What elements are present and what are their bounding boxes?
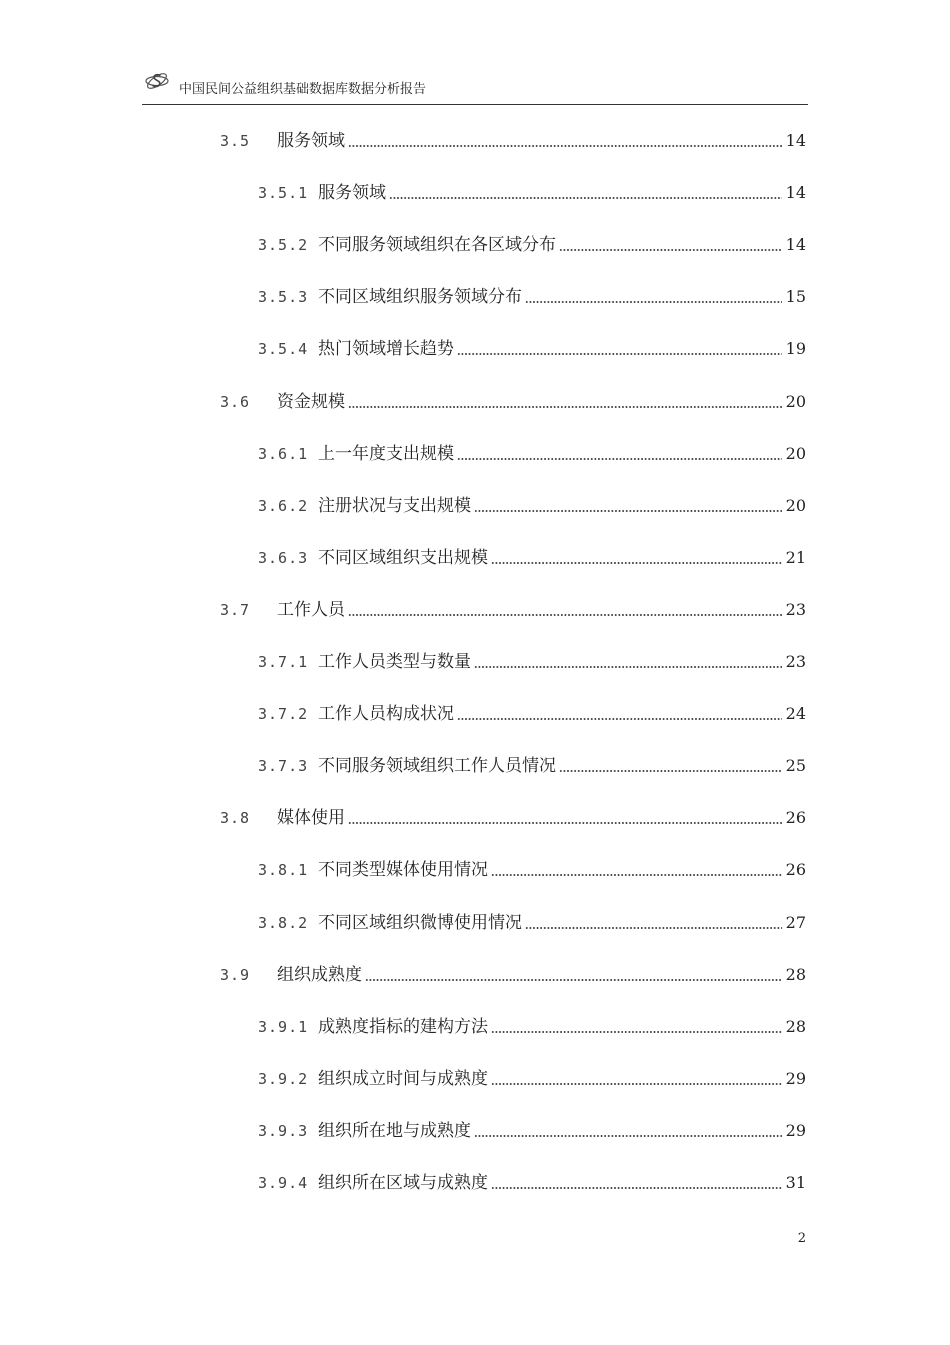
toc-entry-title: 媒体使用 xyxy=(277,808,345,829)
toc-entry-page: 20 xyxy=(785,495,806,515)
toc-entry-page: 28 xyxy=(785,964,806,984)
toc-entry[interactable] xyxy=(258,1119,806,1143)
dot-leader xyxy=(348,614,782,616)
toc-entry[interactable] xyxy=(258,911,806,935)
toc-entry[interactable] xyxy=(258,285,806,309)
toc-entry[interactable] xyxy=(258,650,806,674)
toc-entry-title: 组织所在地与成熟度 xyxy=(318,1120,471,1141)
toc-entry-title: 热门领域增长趋势 xyxy=(318,339,454,360)
toc-entry-number: 3.8.1 xyxy=(258,861,309,880)
toc-entry[interactable] xyxy=(258,181,806,205)
dot-leader xyxy=(348,822,782,824)
toc-entry-page: 15 xyxy=(785,287,806,307)
toc-entry-number: 3.6 xyxy=(220,392,251,411)
toc-entry[interactable] xyxy=(258,702,806,726)
toc-entry-title: 不同类型媒体使用情况 xyxy=(318,860,488,881)
toc-entry[interactable] xyxy=(220,129,806,153)
toc-entry-number: 3.5.3 xyxy=(258,288,309,307)
toc-entry-title: 不同区域组织支出规模 xyxy=(318,547,488,568)
toc-entry-page: 23 xyxy=(785,599,806,619)
toc-entry-page: 26 xyxy=(785,860,806,880)
logo-icon xyxy=(144,68,170,94)
toc-entry-number: 3.9.1 xyxy=(258,1017,309,1036)
toc-entry[interactable] xyxy=(258,546,806,570)
toc-entry-page: 25 xyxy=(785,756,806,776)
toc-entry-title: 工作人员类型与数量 xyxy=(318,652,471,672)
toc-entry-number: 3.5 xyxy=(220,132,251,150)
toc-entry-page: 14 xyxy=(785,131,806,150)
toc-entry-page: 26 xyxy=(785,808,806,828)
dot-leader xyxy=(491,1187,782,1189)
page-number: 2 xyxy=(797,1231,806,1246)
dot-leader xyxy=(525,301,782,303)
toc-entry-title: 不同服务领域组织在各区域分布 xyxy=(318,235,556,256)
toc-entry-page: 20 xyxy=(785,443,806,463)
toc-entry-number: 3.6.3 xyxy=(258,548,309,567)
dot-leader xyxy=(348,145,782,147)
dot-leader xyxy=(365,979,782,981)
toc-entry-number: 3.7 xyxy=(220,600,251,619)
dot-leader xyxy=(474,510,782,512)
toc-entry-title: 服务领域 xyxy=(318,183,386,204)
toc-entry-page: 29 xyxy=(785,1068,806,1088)
toc-entry-page: 29 xyxy=(785,1120,806,1140)
toc-entry-page: 24 xyxy=(785,704,806,724)
toc-entry-number: 3.9.2 xyxy=(258,1069,309,1088)
toc-entry[interactable] xyxy=(258,442,806,466)
toc-entry[interactable] xyxy=(258,858,806,882)
toc-entry-page: 31 xyxy=(785,1173,806,1192)
dot-leader xyxy=(457,458,782,460)
dot-leader xyxy=(389,197,782,199)
toc-entry-title: 组织所在区域与成熟度 xyxy=(318,1173,488,1193)
dot-leader xyxy=(491,562,782,564)
toc-entry-title: 服务领域 xyxy=(277,131,345,151)
dot-leader xyxy=(474,666,782,668)
toc-entry-number: 3.7.2 xyxy=(258,705,309,724)
dot-leader xyxy=(491,1083,782,1085)
toc-entry-page: 20 xyxy=(785,391,806,411)
dot-leader xyxy=(457,353,782,355)
dot-leader xyxy=(491,874,782,876)
toc-entry-title: 不同区域组织服务领域分布 xyxy=(318,287,522,308)
toc-entry[interactable] xyxy=(220,963,806,987)
toc-entry-number: 3.9 xyxy=(220,965,251,984)
toc-entry-page: 27 xyxy=(785,912,806,932)
toc-entry-page: 14 xyxy=(785,183,806,203)
toc-entry-title: 组织成熟度 xyxy=(277,964,362,985)
dot-leader xyxy=(348,406,782,408)
toc-entry-title: 工作人员 xyxy=(277,599,345,620)
toc-entry[interactable] xyxy=(258,1171,806,1195)
toc-entry-title: 成熟度指标的建构方法 xyxy=(318,1016,488,1037)
dot-leader xyxy=(525,927,782,929)
toc-entry[interactable] xyxy=(258,233,806,257)
toc-entry-number: 3.5.4 xyxy=(258,340,309,359)
toc-entry[interactable] xyxy=(258,1067,806,1091)
toc-entry[interactable] xyxy=(220,598,806,622)
toc-entry-title: 工作人员构成状况 xyxy=(318,704,454,725)
toc-entry-number: 3.5.2 xyxy=(258,236,309,255)
page-header xyxy=(142,66,808,105)
dot-leader xyxy=(491,1031,782,1033)
toc-entry-page: 14 xyxy=(785,235,806,255)
report-title: 中国民间公益组织基础数据库数据分析报告 xyxy=(179,82,427,97)
dot-leader xyxy=(474,1135,782,1137)
dot-leader xyxy=(457,718,782,720)
toc-entry-number: 3.8.2 xyxy=(258,913,309,932)
toc-entry[interactable] xyxy=(220,806,806,830)
toc-entry[interactable] xyxy=(258,754,806,778)
toc-entry-number: 3.6.1 xyxy=(258,444,309,463)
toc-entry-title: 不同服务领域组织工作人员情况 xyxy=(318,756,556,777)
toc-entry-number: 3.5.1 xyxy=(258,184,309,203)
toc-entry-number: 3.7.1 xyxy=(258,653,309,671)
dot-leader xyxy=(559,249,782,251)
toc-entry-number: 3.9.3 xyxy=(258,1121,309,1140)
toc-entry[interactable] xyxy=(258,1015,806,1039)
toc-entry-number: 3.9.4 xyxy=(258,1174,309,1192)
toc-entry-number: 3.7.3 xyxy=(258,757,309,776)
toc-entry-title: 不同区域组织微博使用情况 xyxy=(318,912,522,933)
toc-entry-page: 28 xyxy=(785,1016,806,1036)
toc-entry[interactable] xyxy=(258,494,806,518)
toc-entry-title: 上一年度支出规模 xyxy=(318,443,454,464)
toc-entry-title: 资金规模 xyxy=(277,391,345,412)
toc-entry-title: 组织成立时间与成熟度 xyxy=(318,1068,488,1089)
dot-leader xyxy=(559,770,782,772)
toc-entry[interactable] xyxy=(220,390,806,414)
toc-entry-page: 21 xyxy=(785,547,806,567)
toc-entry-number: 3.8 xyxy=(220,809,251,828)
toc-entry-title: 注册状况与支出规模 xyxy=(318,495,471,516)
toc-entry[interactable] xyxy=(258,337,806,361)
toc-entry-number: 3.6.2 xyxy=(258,496,309,515)
toc-entry-page: 23 xyxy=(785,652,806,671)
toc-entry-page: 19 xyxy=(785,339,806,359)
